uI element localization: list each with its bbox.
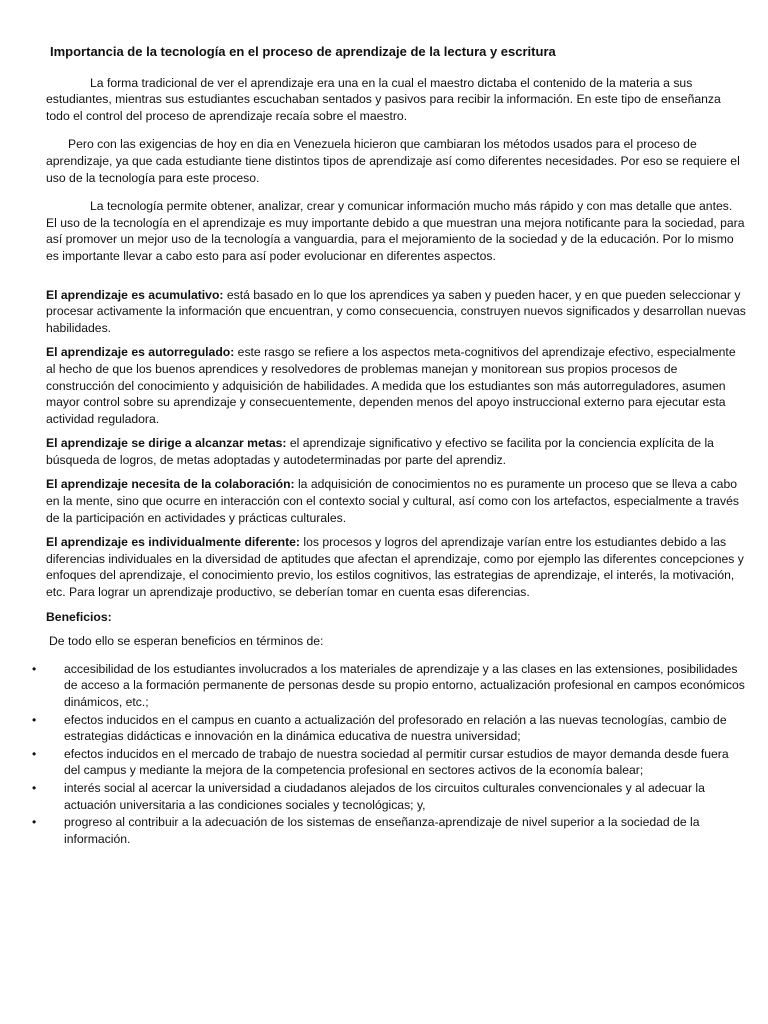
list-item-text: progreso al contribuir a la adecuación de los sistemas de enseñanza-aprendizaje de nivel superior a la sociedad de la información.: [64, 815, 700, 846]
bullet-icon: •: [32, 780, 37, 795]
characteristic-lead: El aprendizaje es acumulativo:: [46, 287, 224, 302]
list-item: [32, 814, 746, 847]
characteristic-lead: El aprendizaje es individualmente diferente:: [46, 535, 300, 550]
characteristic-paragraph: [46, 287, 746, 337]
intro-paragraph-2: Pero con las exigencias de hoy en dia en Venezuela hicieron que cambiaran los métodos usados para el proceso de aprendizaje, ya que cada estudiante tiene distintos tipos de aprendizaje así como diferentes necesidades. Por eso se requiere el uso de la tecnología para este proceso.: [46, 137, 740, 185]
list-item: [32, 661, 746, 711]
benefits-intro: De todo ello se esperan beneficios en términos de:: [49, 634, 324, 649]
characteristic-text: está basado en lo que los aprendices ya saben y pueden hacer, y en que pueden seleccionar y procesar activamente la información que encuentran, y como consecuencia, construyen nuevos significados y desarrollan nuevas habilidades.: [46, 287, 746, 335]
intro-paragraph-1: La forma tradicional de ver el aprendizaje era una en la cual el maestro dictaba el contenido de la materia a sus estudiantes, mientras sus estudiantes escuchaban sentados y pasivos para recibir la información. En este tipo de enseñanza todo el control del proceso de aprendizaje recaía sobre el maestro.: [46, 75, 721, 123]
characteristic-paragraph: [46, 435, 746, 468]
characteristic-text: el aprendizaje significativo y efectivo se facilita por la conciencia explícita de la búsqueda de logros, de metas adoptadas y autodeterminadas por parte del aprendiz.: [46, 436, 714, 467]
bullet-icon: •: [32, 712, 37, 727]
bullet-icon: •: [32, 815, 37, 830]
benefits-heading: Beneficios:: [46, 609, 112, 624]
list-item-text: efectos inducidos en el campus en cuanto a actualización del profesorado en relación a las nuevas tecnologías, cambio de estrategias didácticas e innovación en la dinámica educativa de nuestra universidad;: [64, 712, 727, 744]
list-item-text: accesibilidad de los estudiantes involucrados a los materiales de aprendizaje y a las clases en las extensiones, posibilidades de acceso a la formación permanente de personas desde su propio entorno, actualización profesional en campos económicos dinámicos, etc.;: [64, 661, 745, 709]
list-item: [32, 712, 746, 745]
section-gap: [46, 277, 746, 287]
bullet-icon: •: [32, 661, 37, 676]
characteristic-paragraph: [46, 476, 746, 526]
characteristic-lead: El aprendizaje necesita de la colaboración:: [46, 477, 295, 492]
bullet-icon: •: [32, 746, 37, 761]
document-title: Importancia de la tecnología en el proceso de aprendizaje de la lectura y escritura: [50, 44, 556, 59]
list-item: [32, 780, 746, 813]
list-item-text: interés social al acercar la universidad a ciudadanos alejados de los circuitos culturales convencionales y al adecuar la actuación universitaria a las condiciones sociales y tecnológicas; y,: [64, 780, 705, 812]
list-item-text: efectos inducidos en el mercado de trabajo de nuestra sociedad al permitir cursar estudios de mayor demanda desde fuera del campus y mediante la mejora de la competencia profesional en sectores activos de la economía balear;: [64, 746, 729, 778]
characteristic-text: la adquisición de conocimientos no es puramente un proceso que se lleva a cabo en la mente, sino que ocurre en interacción con el contexto social y cultural, así como con los artefactos, especialmente a través de la participación en actividades y prácticas culturales.: [46, 477, 740, 525]
characteristic-paragraph: [46, 534, 746, 600]
list-item: [32, 746, 746, 779]
characteristic-lead: El aprendizaje se dirige a alcanzar metas:: [46, 436, 287, 451]
characteristic-text: este rasgo se refiere a los aspectos meta-cognitivos del aprendizaje efectivo, especialmente al hecho de que los buenos aprendices y resolvedores de problemas manejan y monitorean sus propios procesos de construcción del conocimiento y adquisición de habilidades. A medida que los estudiantes son más autorreguladores, asumen mayor control sobre su aprendizaje y consecuentemente, dependen menos del apoyo instruccional externo para ejecutar esta actividad reguladora.: [46, 345, 736, 426]
characteristic-paragraph: [46, 344, 746, 427]
benefits-list: [32, 661, 746, 848]
characteristic-text: los procesos y logros del aprendizaje varían entre los estudiantes debido a las diferencias individuales en la diversidad de aptitudes que afectan el aprendizaje, como por ejemplo las diferentes concepciones y enfoques del aprendizaje, el conocimiento previo, los estilos cognitivos, las estrategias de aprendizaje, el interés, la motivación, etc. Para lograr un aprendizaje productivo, se deberían tomar en cuenta esas diferencias.: [46, 535, 744, 600]
intro-paragraph-3: La tecnología permite obtener, analizar, crear y comunicar información mucho más rápido y con mas detalle que antes. El uso de la tecnología en el aprendizaje es muy importante debido a que muestran una mejora notificante para la sociedad, para así promover un mejor uso de la tecnología a vanguardia, para el mejoramiento de la sociedad y de la educación. Por lo mismo es importante llevar a cabo esto para así poder evolucionar en diferentes aspectos.: [46, 199, 745, 263]
characteristic-lead: El aprendizaje es autorregulado:: [46, 345, 235, 360]
